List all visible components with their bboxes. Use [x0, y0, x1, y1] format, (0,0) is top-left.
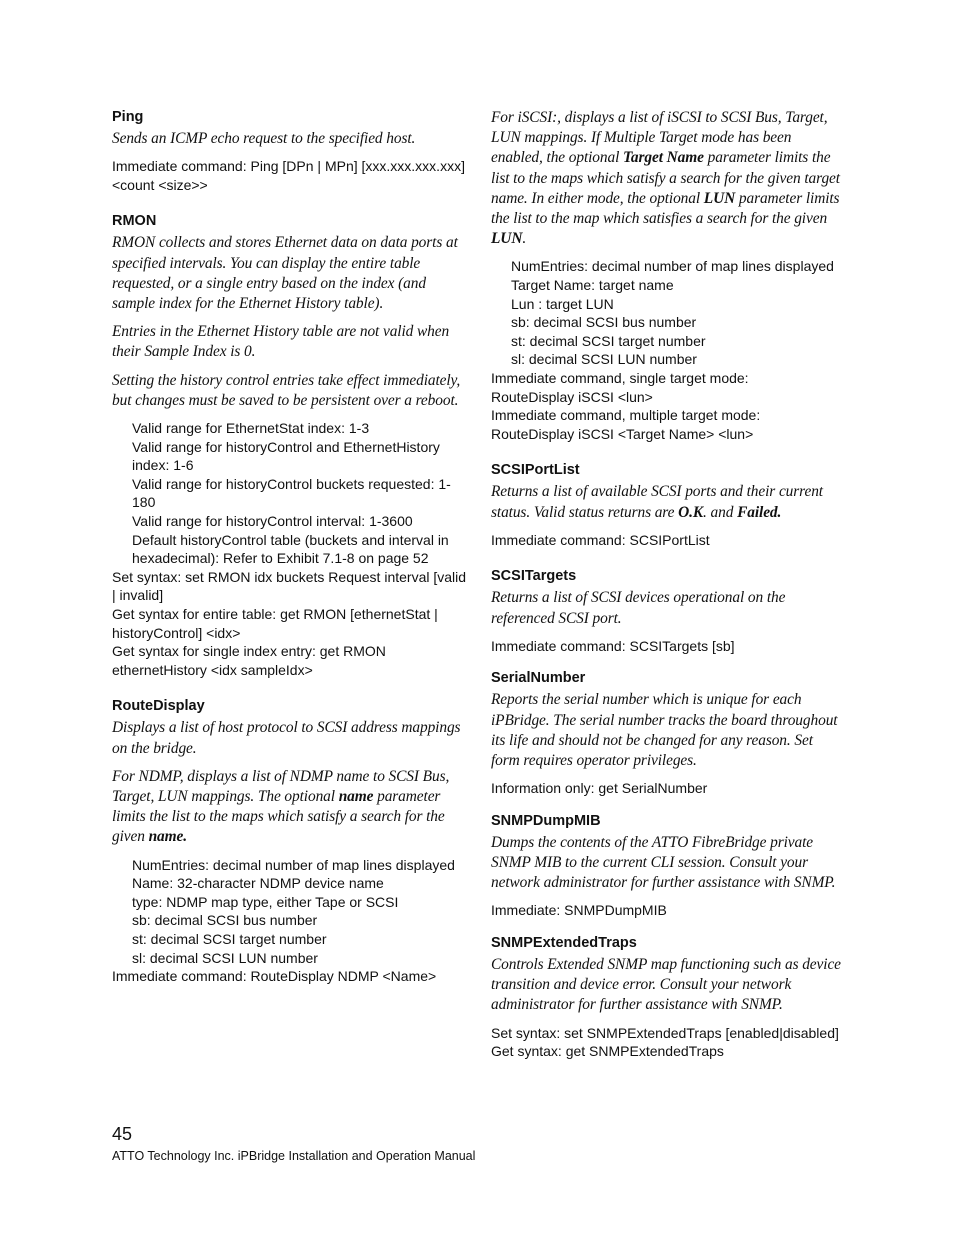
iscsi-command: RouteDisplay iSCSI <lun>	[491, 388, 653, 405]
list-item: Lun : target LUN	[511, 295, 614, 312]
list-item: NumEntries: decimal number of map lines displayed	[132, 856, 455, 873]
footer-text: ATTO Technology Inc. iPBridge Installation and Operation Manual	[112, 1149, 476, 1163]
list-item: sl: decimal SCSI LUN number	[511, 351, 697, 368]
rmon-note: Entries in the Ethernet History table are not valid when their Sample Index is 0.	[112, 323, 450, 361]
list-item: sb: decimal SCSI bus number	[132, 912, 318, 929]
list-item: Valid range for historyControl interval: 1-3600	[132, 512, 413, 529]
iscsi-command: RouteDisplay iSCSI <Target Name> <lun>	[491, 425, 754, 442]
snmpextendedtraps-set-command: Set syntax: set SNMPExtendedTraps [enabled|disabled]	[491, 1024, 839, 1041]
scsiportlist-heading: SCSIPortList	[491, 462, 580, 479]
rmon-description: RMON collects and stores Ethernet data on data ports at specified intervals. You can display the entire table requested, or a single entry based on the index (and sample index for the Ethernet History table).	[112, 234, 458, 312]
right-column	[491, 108, 843, 1061]
scsiportlist-command: Immediate command: SCSIPortList	[491, 531, 710, 548]
serialnumber-heading: SerialNumber	[491, 670, 586, 687]
list-item: NumEntries: decimal number of map lines displayed	[511, 258, 834, 275]
routedisplay-command: Immediate command: RouteDisplay NDMP <Name>	[112, 968, 437, 985]
rmon-ranges	[112, 419, 468, 568]
list-item: Name: 32-character NDMP device name	[132, 875, 384, 892]
routedisplay-heading: RouteDisplay	[112, 698, 205, 715]
iscsi-description: For iSCSI:, displays a list of iSCSI to SCSI Bus, Target, LUN mappings. If Multiple Target mode has been enabled, the optional Target Name parameter limits the list to the maps which satisfy a search for the given target name. In either mode, the optional LUN parameter limits the list to the map which satisfies a search for the given LUN.	[491, 109, 840, 248]
rmon-heading: RMON	[112, 213, 157, 230]
list-item: type: NDMP map type, either Tape or SCSI	[132, 893, 399, 910]
rmon-set-syntax: Set syntax: set RMON idx buckets Request interval [valid | invalid]	[112, 568, 467, 604]
scsitargets-heading: SCSITargets	[491, 568, 577, 585]
serialnumber-description: Reports the serial number which is unique for each iPBridge. The serial number tracks the board throughout its life and should not be changed for any reason. Set form requires operator privileges.	[491, 691, 838, 769]
snmpdumpmib-command: Immediate: SNMPDumpMIB	[491, 902, 667, 919]
scsiportlist-description: Returns a list of available SCSI ports and their current status. Valid status returns are O.K. and Failed.	[491, 483, 823, 521]
list-item: sl: decimal SCSI LUN number	[132, 949, 318, 966]
rmon-note-2: Setting the history control entries take effect immediately, but changes must be saved to be persistent over a reboot.	[112, 371, 461, 409]
snmpextendedtraps-get-command: Get syntax: get SNMPExtendedTraps	[491, 1043, 724, 1060]
ping-command: Immediate command: Ping [DPn | MPn] [xxx.xxx.xxx.xxx]	[112, 158, 465, 175]
routedisplay-fields	[112, 856, 468, 968]
list-item: Default historyControl table (buckets and interval in hexadecimal): Refer to Exhibit 7.1-8 on page 52	[132, 531, 449, 567]
list-item: Valid range for historyControl buckets requested: 1-180	[132, 475, 451, 511]
ping-heading: Ping	[112, 109, 144, 125]
list-item: Valid range for EthernetStat index: 1-3	[132, 420, 370, 437]
rmon-get-table-syntax: Get syntax for entire table: get RMON [ethernetStat | historyControl] <idx>	[112, 605, 438, 641]
serialnumber-command: Information only: get SerialNumber	[491, 780, 708, 797]
left-column	[112, 108, 468, 986]
list-item: sb: decimal SCSI bus number	[511, 314, 697, 331]
iscsi-command-label: Immediate command, multiple target mode:	[491, 407, 761, 424]
routedisplay-description: Displays a list of host protocol to SCSI address mappings on the bridge.	[112, 719, 461, 757]
snmpdumpmib-heading: SNMPDumpMIB	[491, 812, 601, 829]
snmpdumpmib-description: Dumps the contents of the ATTO FibreBridge private SNMP MIB to the current CLI session. Consult your network administrator for further assistance with SNMP.	[491, 833, 836, 892]
page-number: 45	[112, 1124, 133, 1144]
iscsi-command-label: Immediate command, single target mode:	[491, 369, 749, 386]
list-item: Valid range for historyControl and EthernetHistory index: 1-6	[132, 438, 440, 474]
scsitargets-description: Returns a list of SCSI devices operational on the referenced SCSI port.	[491, 589, 786, 627]
snmpextendedtraps-description: Controls Extended SNMP map functioning such as device transition and device error. Consult your network administrator for further assistance with SNMP.	[491, 955, 841, 1014]
ping-description: Sends an ICMP echo request to the specified host.	[112, 130, 416, 147]
list-item: st: decimal SCSI target number	[511, 332, 706, 349]
scsitargets-command: Immediate command: SCSITargets [sb]	[491, 637, 735, 654]
snmpextendedtraps-heading: SNMPExtendedTraps	[491, 934, 637, 951]
rmon-get-index-syntax: Get syntax for single index entry: get RMON ethernetHistory <idx sampleIdx>	[112, 643, 386, 678]
list-item: Target Name: target name	[511, 277, 674, 294]
routedisplay-ndmp-description: For NDMP, displays a list of NDMP name to SCSI Bus, Target, LUN mappings. The optional name parameter limits the list to the maps which satisfy a search for the given name.	[112, 767, 450, 846]
iscsi-fields	[491, 257, 843, 369]
list-item: st: decimal SCSI target number	[132, 930, 327, 947]
ping-command-cont: <count <size>>	[112, 176, 208, 193]
